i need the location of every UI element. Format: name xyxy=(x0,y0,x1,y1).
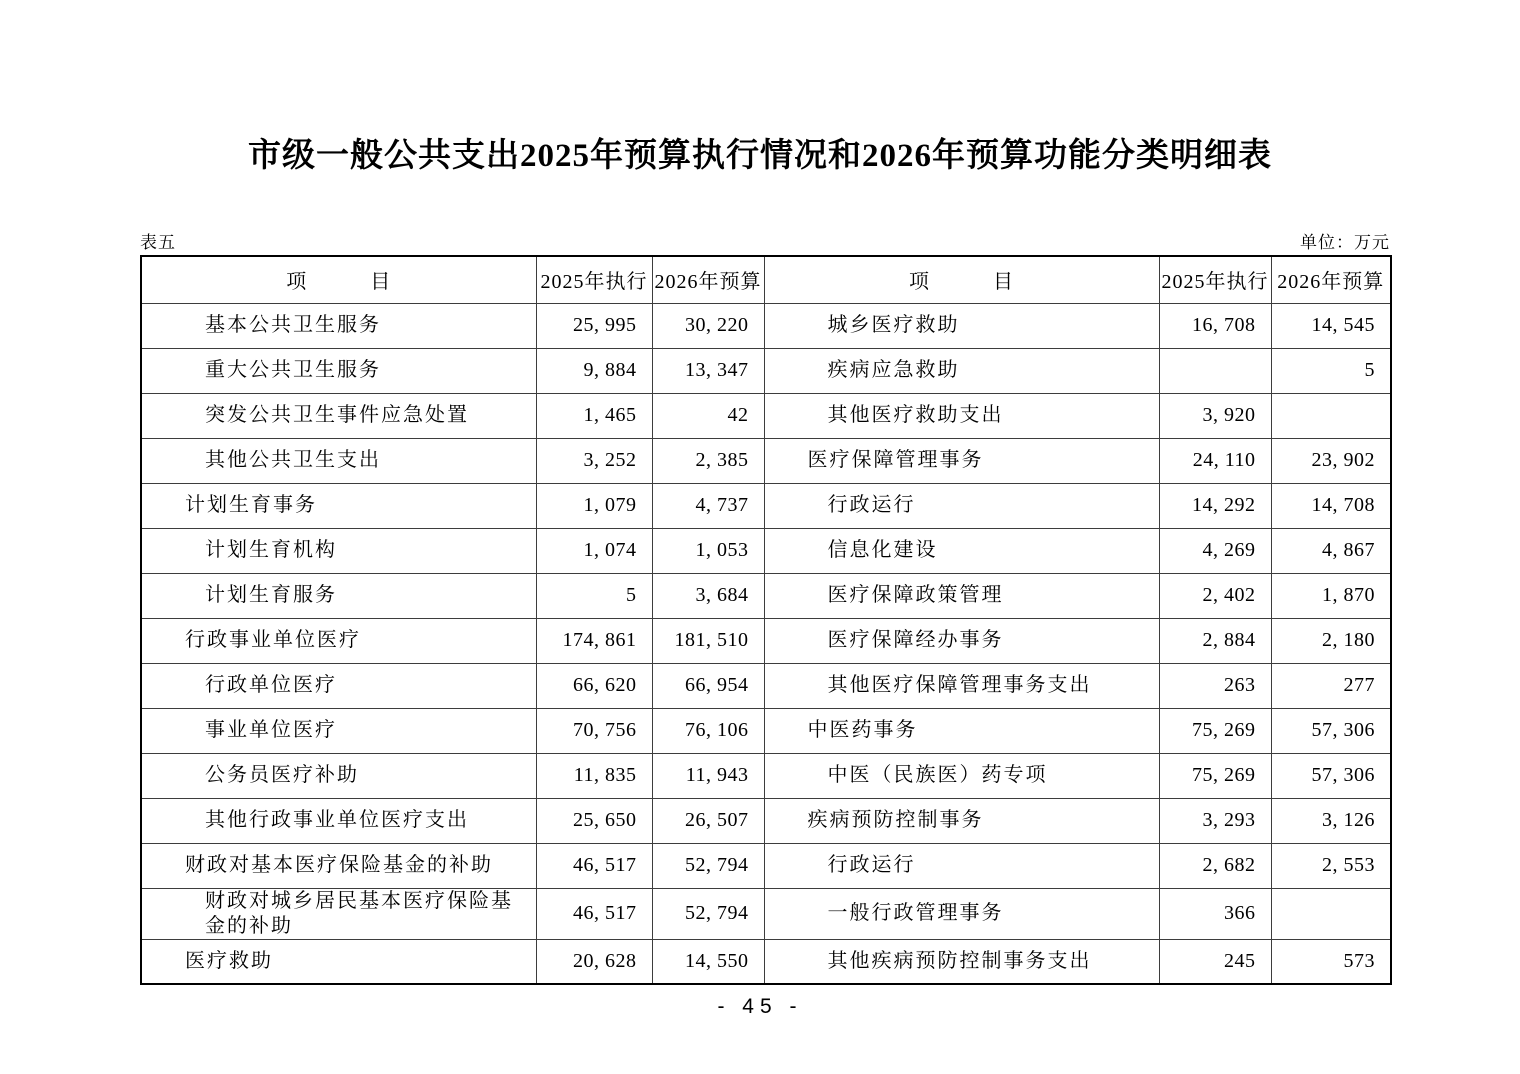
item-cell: 医疗救助 xyxy=(141,939,536,984)
value-cell xyxy=(1159,348,1271,393)
value-cell: 75, 269 xyxy=(1159,753,1271,798)
value-cell: 3, 684 xyxy=(652,573,764,618)
value-cell: 2, 385 xyxy=(652,438,764,483)
value-cell: 25, 995 xyxy=(536,303,652,348)
item-header-left: 项 目 xyxy=(141,256,536,303)
value-cell: 25, 650 xyxy=(536,798,652,843)
value-cell: 76, 106 xyxy=(652,708,764,753)
table-row xyxy=(141,393,1391,438)
item-cell: 其他医疗保障管理事务支出 xyxy=(764,663,1159,708)
value-cell: 3, 293 xyxy=(1159,798,1271,843)
table-row xyxy=(141,843,1391,888)
value-cell: 46, 517 xyxy=(536,843,652,888)
item-cell: 行政运行 xyxy=(764,483,1159,528)
value-cell: 70, 756 xyxy=(536,708,652,753)
item-cell: 疾病应急救助 xyxy=(764,348,1159,393)
value-cell xyxy=(1271,393,1391,438)
table-row xyxy=(141,753,1391,798)
value-cell: 57, 306 xyxy=(1271,753,1391,798)
table-row xyxy=(141,528,1391,573)
value-cell: 26, 507 xyxy=(652,798,764,843)
value-cell: 4, 867 xyxy=(1271,528,1391,573)
value-cell: 4, 269 xyxy=(1159,528,1271,573)
budget-2026-header-right: 2026年预算 xyxy=(1271,256,1391,303)
value-cell: 52, 794 xyxy=(652,843,764,888)
value-cell: 2, 402 xyxy=(1159,573,1271,618)
item-cell: 一般行政管理事务 xyxy=(764,888,1159,939)
value-cell: 2, 180 xyxy=(1271,618,1391,663)
table-row xyxy=(141,483,1391,528)
value-cell: 66, 620 xyxy=(536,663,652,708)
value-cell: 245 xyxy=(1159,939,1271,984)
item-header-right: 项 目 xyxy=(764,256,1159,303)
document-title: 市级一般公共支出2025年预算执行情况和2026年预算功能分类明细表 xyxy=(248,138,1272,174)
item-cell: 疾病预防控制事务 xyxy=(764,798,1159,843)
value-cell: 1, 870 xyxy=(1271,573,1391,618)
value-cell: 52, 794 xyxy=(652,888,764,939)
item-cell: 财政对基本医疗保险基金的补助 xyxy=(141,843,536,888)
value-cell: 14, 292 xyxy=(1159,483,1271,528)
item-cell: 行政事业单位医疗 xyxy=(141,618,536,663)
value-cell: 1, 079 xyxy=(536,483,652,528)
value-cell: 4, 737 xyxy=(652,483,764,528)
budget-table xyxy=(140,255,1392,985)
item-cell: 医疗保障政策管理 xyxy=(764,573,1159,618)
table-row xyxy=(141,618,1391,663)
value-cell: 30, 220 xyxy=(652,303,764,348)
budget-2026-header-left: 2026年预算 xyxy=(652,256,764,303)
value-cell: 16, 708 xyxy=(1159,303,1271,348)
page-number: - 45 - xyxy=(717,995,803,1018)
value-cell: 3, 126 xyxy=(1271,798,1391,843)
item-cell: 信息化建设 xyxy=(764,528,1159,573)
value-cell: 3, 252 xyxy=(536,438,652,483)
table-header xyxy=(141,256,1391,303)
value-cell: 14, 545 xyxy=(1271,303,1391,348)
value-cell: 5 xyxy=(536,573,652,618)
value-cell: 174, 861 xyxy=(536,618,652,663)
value-cell: 1, 465 xyxy=(536,393,652,438)
item-cell: 事业单位医疗 xyxy=(141,708,536,753)
value-cell: 2, 553 xyxy=(1271,843,1391,888)
item-cell: 计划生育服务 xyxy=(141,573,536,618)
exec-2025-header-right: 2025年执行 xyxy=(1159,256,1271,303)
table-row xyxy=(141,798,1391,843)
value-cell: 11, 835 xyxy=(536,753,652,798)
table-row xyxy=(141,303,1391,348)
value-cell: 277 xyxy=(1271,663,1391,708)
value-cell: 263 xyxy=(1159,663,1271,708)
item-cell: 计划生育事务 xyxy=(141,483,536,528)
value-cell: 366 xyxy=(1159,888,1271,939)
value-cell: 5 xyxy=(1271,348,1391,393)
item-cell: 计划生育机构 xyxy=(141,528,536,573)
value-cell: 75, 269 xyxy=(1159,708,1271,753)
item-cell: 其他公共卫生支出 xyxy=(141,438,536,483)
value-cell: 3, 920 xyxy=(1159,393,1271,438)
value-cell: 23, 902 xyxy=(1271,438,1391,483)
item-cell: 其他行政事业单位医疗支出 xyxy=(141,798,536,843)
value-cell: 181, 510 xyxy=(652,618,764,663)
value-cell: 14, 708 xyxy=(1271,483,1391,528)
item-cell: 公务员医疗补助 xyxy=(141,753,536,798)
item-cell: 突发公共卫生事件应急处置 xyxy=(141,393,536,438)
item-cell: 中医药事务 xyxy=(764,708,1159,753)
item-cell: 财政对城乡居民基本医疗保险基金的补助 xyxy=(141,888,536,939)
item-cell: 重大公共卫生服务 xyxy=(141,348,536,393)
table-row xyxy=(141,348,1391,393)
table-row xyxy=(141,438,1391,483)
item-cell: 行政单位医疗 xyxy=(141,663,536,708)
item-cell: 基本公共卫生服务 xyxy=(141,303,536,348)
table-meta-row xyxy=(140,228,1390,253)
value-cell: 14, 550 xyxy=(652,939,764,984)
table-number-label: 表五 xyxy=(140,233,176,252)
item-cell: 其他疾病预防控制事务支出 xyxy=(764,939,1159,984)
value-cell: 46, 517 xyxy=(536,888,652,939)
value-cell xyxy=(1271,888,1391,939)
exec-2025-header-left: 2025年执行 xyxy=(536,256,652,303)
table-row xyxy=(141,939,1391,984)
table-row xyxy=(141,573,1391,618)
table-header-row xyxy=(141,256,1391,303)
value-cell: 20, 628 xyxy=(536,939,652,984)
table-row xyxy=(141,708,1391,753)
item-cell: 行政运行 xyxy=(764,843,1159,888)
value-cell: 1, 053 xyxy=(652,528,764,573)
unit-label: 单位：万元 xyxy=(1300,233,1390,252)
table-body xyxy=(141,303,1391,984)
value-cell: 13, 347 xyxy=(652,348,764,393)
table-row xyxy=(141,663,1391,708)
item-cell: 医疗保障经办事务 xyxy=(764,618,1159,663)
value-cell: 1, 074 xyxy=(536,528,652,573)
value-cell: 11, 943 xyxy=(652,753,764,798)
value-cell: 24, 110 xyxy=(1159,438,1271,483)
table-row xyxy=(141,888,1391,939)
value-cell: 2, 682 xyxy=(1159,843,1271,888)
item-cell: 城乡医疗救助 xyxy=(764,303,1159,348)
value-cell: 2, 884 xyxy=(1159,618,1271,663)
value-cell: 42 xyxy=(652,393,764,438)
value-cell: 9, 884 xyxy=(536,348,652,393)
value-cell: 66, 954 xyxy=(652,663,764,708)
item-cell: 中医（民族医）药专项 xyxy=(764,753,1159,798)
value-cell: 57, 306 xyxy=(1271,708,1391,753)
item-cell: 其他医疗救助支出 xyxy=(764,393,1159,438)
value-cell: 573 xyxy=(1271,939,1391,984)
item-cell: 医疗保障管理事务 xyxy=(764,438,1159,483)
